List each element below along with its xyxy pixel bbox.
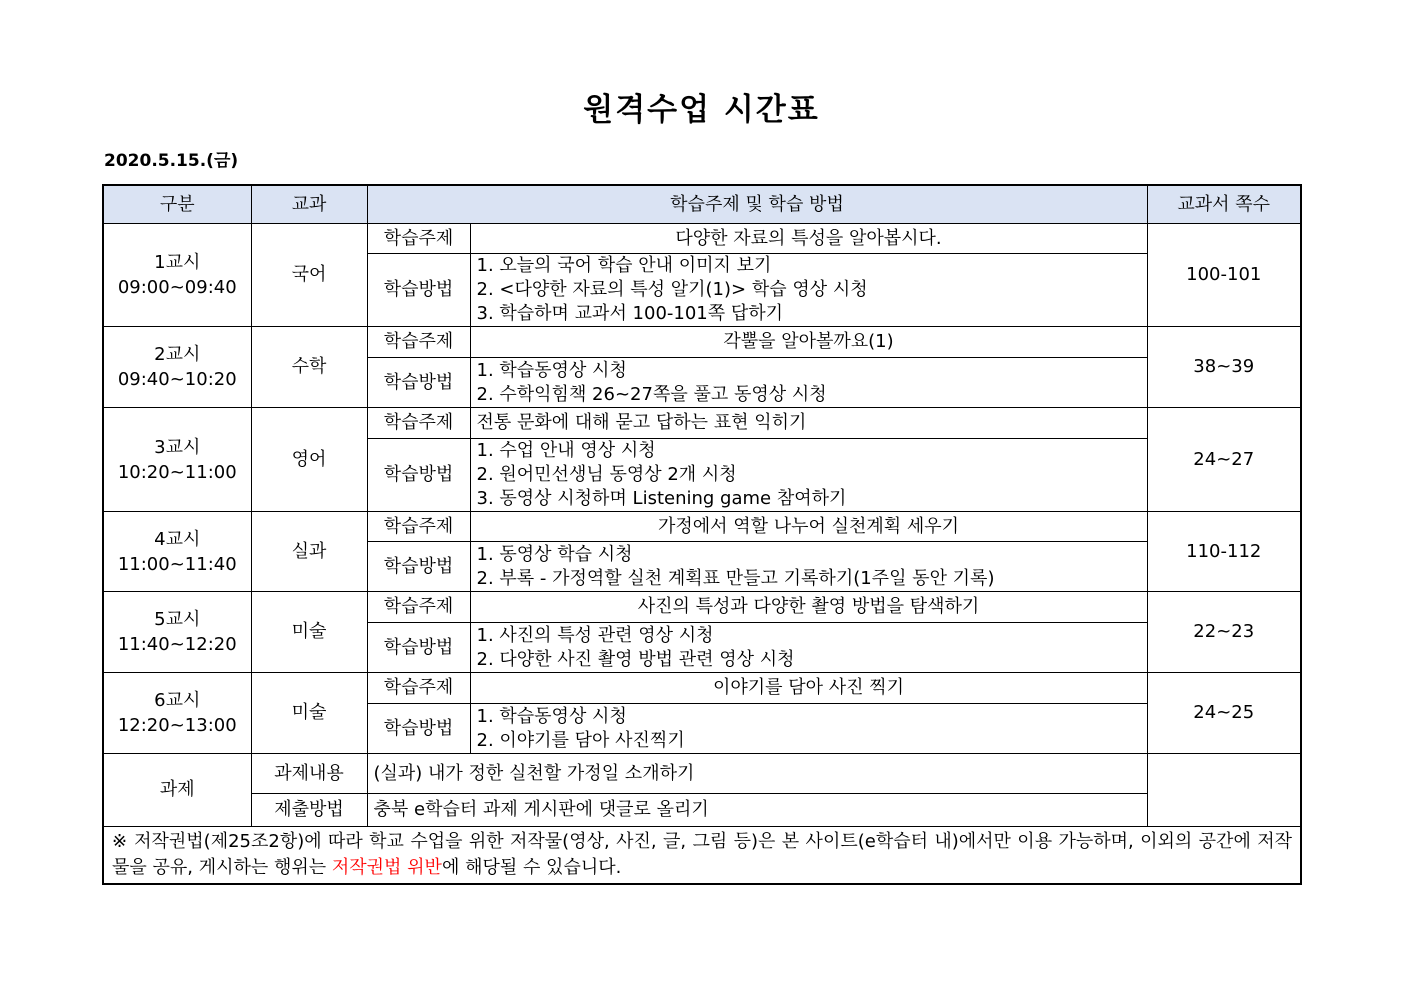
timetable xyxy=(102,184,1302,885)
topic-label: 학습주제 xyxy=(367,327,470,358)
method-step: 1. 오늘의 국어 학습 안내 이미지 보기 xyxy=(476,255,772,276)
subject-cell: 수학 xyxy=(251,327,367,408)
period-cell xyxy=(103,592,251,673)
method-step: 1. 동영상 학습 시청 xyxy=(476,543,633,565)
notice-highlight: 저작권법 위반 xyxy=(331,857,442,878)
period-topic-row xyxy=(103,408,1301,439)
header-category: 구분 xyxy=(103,185,251,224)
period-topic-row xyxy=(103,512,1301,542)
header-topic-method: 학습주제 및 학습 방법 xyxy=(367,185,1147,224)
topic-label: 학습주제 xyxy=(367,224,470,254)
period-label: 3교시 xyxy=(154,436,201,458)
topic-label: 학습주제 xyxy=(367,408,470,439)
period-label: 2교시 xyxy=(154,344,201,365)
subject-cell: 미술 xyxy=(251,673,367,754)
period-time: 11:00~11:40 xyxy=(117,553,237,575)
method-list xyxy=(477,624,1141,672)
topic-text: 가정에서 역할 나누어 실천계획 세우기 xyxy=(470,512,1147,542)
subject-cell: 실과 xyxy=(251,512,367,592)
assignment-submit: 충북 e학습터 과제 게시판에 댓글로 올리기 xyxy=(367,794,1147,827)
method-list xyxy=(477,254,1141,326)
header-row xyxy=(103,185,1301,224)
method-step: 3. 학습하며 교과서 100-101쪽 답하기 xyxy=(476,303,784,324)
method-label: 학습방법 xyxy=(367,254,470,327)
method-list xyxy=(477,359,1141,407)
method-list-cell xyxy=(470,704,1147,754)
period-topic-row xyxy=(103,592,1301,623)
pages-cell: 100-101 xyxy=(1147,224,1301,327)
method-list-cell xyxy=(470,254,1147,327)
subject-cell: 미술 xyxy=(251,592,367,673)
period-cell xyxy=(103,408,251,512)
method-list-cell xyxy=(470,542,1147,592)
method-step: 2. 다양한 사진 촬영 방법 관련 영상 시청 xyxy=(476,648,795,670)
method-step: 2. 수학익힘책 26~27쪽을 풀고 동영상 시청 xyxy=(476,383,827,405)
header-pages: 교과서 쪽수 xyxy=(1147,185,1301,224)
period-label: 1교시 xyxy=(154,252,201,273)
topic-text: 각뿔을 알아볼까요(1) xyxy=(470,327,1147,358)
pages-cell: 22~23 xyxy=(1147,592,1301,673)
period-topic-row xyxy=(103,673,1301,704)
method-label: 학습방법 xyxy=(367,542,470,592)
pages-cell: 24~25 xyxy=(1147,673,1301,754)
method-list-cell xyxy=(470,623,1147,673)
method-label: 학습방법 xyxy=(367,623,470,673)
assignment-content-row xyxy=(103,754,1301,794)
period-time: 12:20~13:00 xyxy=(117,715,237,736)
assignment-content-label: 과제내용 xyxy=(251,754,367,794)
assignment-content: (실과) 내가 정한 실천할 가정일 소개하기 xyxy=(367,754,1147,794)
period-cell xyxy=(103,327,251,408)
method-step: 1. 학습동영상 시청 xyxy=(476,705,627,727)
period-topic-row xyxy=(103,224,1301,254)
period-topic-row xyxy=(103,327,1301,358)
period-label: 4교시 xyxy=(154,528,201,550)
topic-text: 이야기를 담아 사진 찍기 xyxy=(470,673,1147,704)
method-step: 2. 이야기를 담아 사진찍기 xyxy=(476,729,685,751)
topic-text: 사진의 특성과 다양한 촬영 방법을 탐색하기 xyxy=(470,592,1147,623)
topic-label: 학습주제 xyxy=(367,512,470,542)
assignment-submit-label: 제출방법 xyxy=(251,794,367,827)
notice-row xyxy=(103,827,1301,885)
notice-text-end: 에 해당될 수 있습니다. xyxy=(441,857,622,878)
copyright-notice xyxy=(103,827,1301,885)
subject-cell: 국어 xyxy=(251,224,367,327)
period-label: 5교시 xyxy=(154,609,201,630)
period-cell xyxy=(103,224,251,327)
period-time: 09:00~09:40 xyxy=(117,277,237,298)
method-label: 학습방법 xyxy=(367,704,470,754)
topic-text: 다양한 자료의 특성을 알아봅시다. xyxy=(470,224,1147,254)
page-title: 원격수업 시간표 xyxy=(583,92,820,128)
assignment-pages-empty xyxy=(1147,754,1301,827)
method-step: 1. 사진의 특성 관련 영상 시청 xyxy=(476,624,714,646)
assignment-label: 과제 xyxy=(103,754,251,827)
method-list xyxy=(477,705,1141,753)
notice-text: ※ 저작권법(제25조2항)에 따라 학교 수업을 위한 저작물(영상, 사진, 글, 그림 등)은 본 사이트(e학습터 내)에서만 이용 가능하며, 이외의 공간에 저작물을 공유, 게시하는 행위는 xyxy=(112,831,1292,878)
assignment-submit-row xyxy=(103,794,1301,827)
pages-cell: 24~27 xyxy=(1147,408,1301,512)
method-step: 1. 학습동영상 시청 xyxy=(476,359,627,381)
pages-cell: 110-112 xyxy=(1147,512,1301,592)
method-step: 2. 부록 - 가정역할 실천 계획표 만들고 기록하기(1주일 동안 기록) xyxy=(476,567,995,589)
date-label: 2020.5.15.(금) xyxy=(104,151,239,171)
subject-cell: 영어 xyxy=(251,408,367,512)
period-time: 09:40~10:20 xyxy=(117,369,237,390)
method-step: 2. <다양한 자료의 특성 알기(1)> 학습 영상 시청 xyxy=(476,279,868,300)
method-label: 학습방법 xyxy=(367,439,470,512)
topic-label: 학습주제 xyxy=(367,592,470,623)
header-subject: 교과 xyxy=(251,185,367,224)
topic-text: 전통 문화에 대해 묻고 답하는 표현 익히기 xyxy=(470,408,1147,439)
period-label: 6교시 xyxy=(154,690,201,711)
topic-label: 학습주제 xyxy=(367,673,470,704)
method-step: 2. 원어민선생님 동영상 2개 시청 xyxy=(476,464,737,485)
method-label: 학습방법 xyxy=(367,358,470,408)
method-step: 1. 수업 안내 영상 시청 xyxy=(476,440,656,461)
method-list-cell xyxy=(470,358,1147,408)
method-list-cell xyxy=(470,439,1147,512)
pages-cell: 38~39 xyxy=(1147,327,1301,408)
period-time: 10:20~11:00 xyxy=(117,461,237,483)
period-cell xyxy=(103,512,251,592)
method-step: 3. 동영상 시청하며 Listening game 참여하기 xyxy=(476,488,847,509)
period-cell xyxy=(103,673,251,754)
period-time: 11:40~12:20 xyxy=(117,634,237,655)
method-list xyxy=(477,543,1141,591)
method-list xyxy=(477,439,1141,511)
